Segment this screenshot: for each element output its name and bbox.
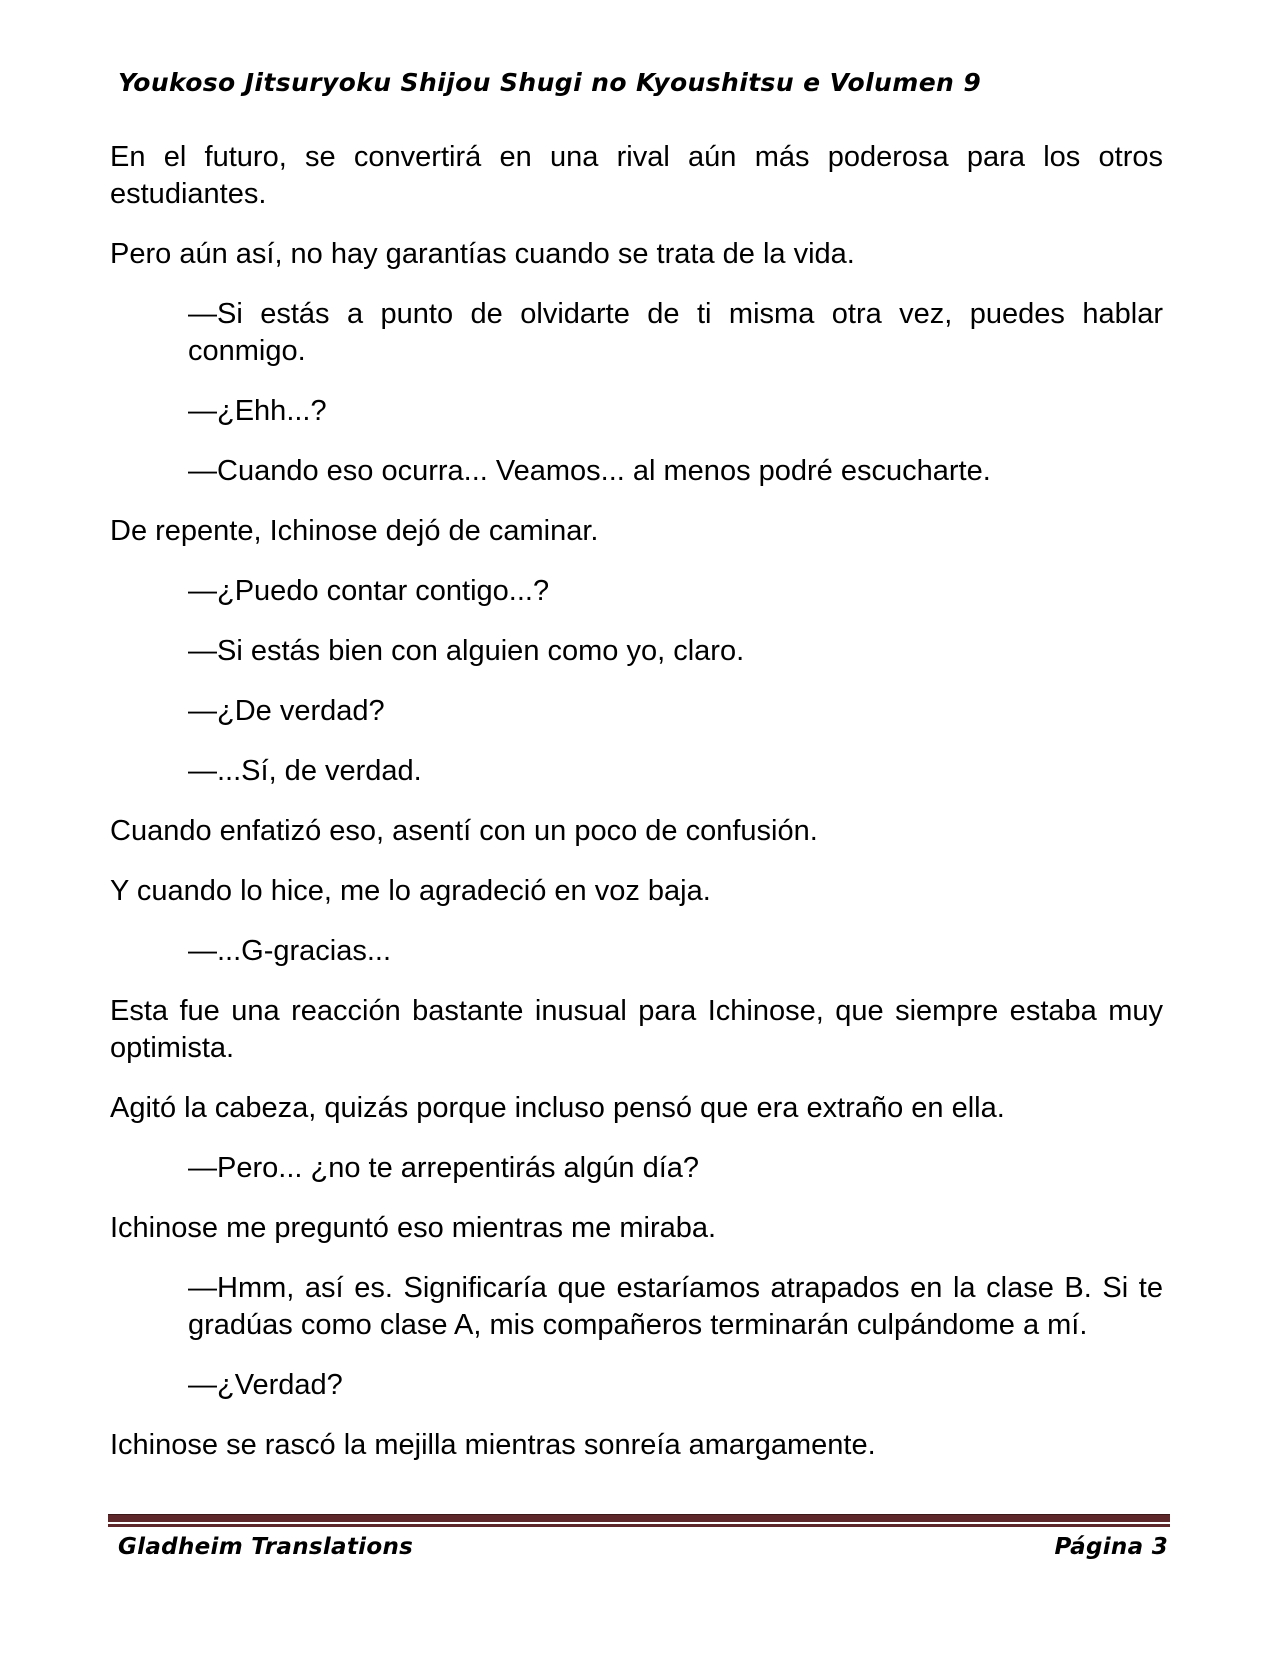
footer-rule-thin (108, 1524, 1170, 1527)
narration-paragraph: Ichinose se rascó la mejilla mientras sonreía amargamente. (110, 1429, 876, 1461)
dialogue-paragraph: —...Sí, de verdad. (188, 755, 422, 787)
footer-text-row (108, 1534, 1170, 1560)
dialogue-paragraph: —Si estás a punto de olvidarte de ti misma otra vez, puedes hablar conmigo. (188, 298, 1163, 367)
dialogue-paragraph: —¿Verdad? (188, 1369, 343, 1401)
narration-paragraph: Y cuando lo hice, me lo agradeció en voz baja. (110, 875, 711, 907)
footer-rule-thick (108, 1514, 1170, 1522)
header-title: Youkoso Jitsuryoku Shijou Shugi no Kyoushitsu e Volumen 9 (118, 68, 982, 97)
dialogue-paragraph: —¿De verdad? (188, 695, 385, 727)
narration-paragraph: Agitó la cabeza, quizás porque incluso pensó que era extraño en ella. (110, 1092, 1005, 1124)
dialogue-paragraph: —Cuando eso ocurra... Veamos... al menos podré escucharte. (188, 455, 991, 487)
narration-paragraph: De repente, Ichinose dejó de caminar. (110, 515, 599, 547)
page-body (110, 139, 1163, 1487)
page-header (118, 68, 1170, 97)
dialogue-paragraph: —...G-gracias... (188, 935, 392, 967)
narration-paragraph: Pero aún así, no hay garantías cuando se trata de la vida. (110, 238, 855, 270)
footer-page-number: Página 3 (1054, 1534, 1168, 1560)
dialogue-paragraph: —Si estás bien con alguien como yo, claro. (188, 635, 745, 667)
page-footer (108, 1514, 1170, 1560)
footer-rule (108, 1514, 1170, 1527)
dialogue-paragraph: —¿Puedo contar contigo...? (188, 575, 550, 607)
dialogue-paragraph: —¿Ehh...? (188, 395, 327, 427)
narration-paragraph: Esta fue una reacción bastante inusual para Ichinose, que siempre estaba muy optimista. (110, 995, 1163, 1064)
narration-paragraph: Ichinose me preguntó eso mientras me miraba. (110, 1212, 717, 1244)
dialogue-paragraph: —Hmm, así es. Significaría que estaríamos atrapados en la clase B. Si te gradúas como clase A, mis compañeros terminarán culpándome a mí. (188, 1272, 1163, 1341)
dialogue-paragraph: —Pero... ¿no te arrepentirás algún día? (188, 1152, 700, 1184)
footer-translator: Gladheim Translations (118, 1534, 414, 1560)
narration-paragraph: En el futuro, se convertirá en una rival aún más poderosa para los otros estudiantes. (110, 141, 1163, 210)
narration-paragraph: Cuando enfatizó eso, asentí con un poco de confusión. (110, 815, 818, 847)
